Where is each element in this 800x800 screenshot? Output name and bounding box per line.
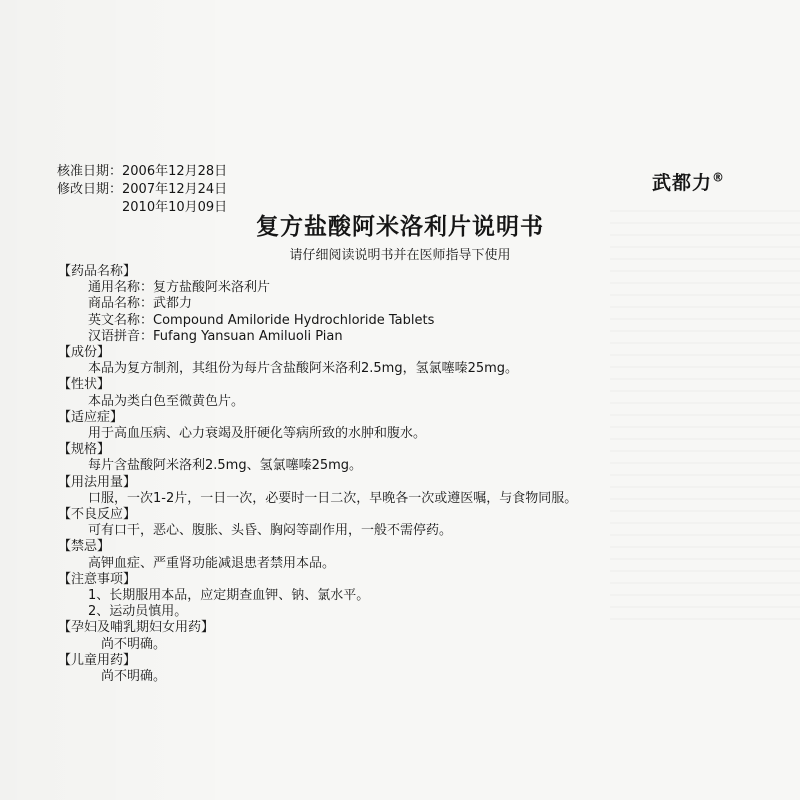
document-title: 复方盐酸阿米洛利片说明书	[256, 214, 544, 240]
generic-name: 通用名称：复方盐酸阿米洛利片	[88, 280, 271, 296]
section-header-dosage: 【用法用量】	[58, 474, 137, 490]
modify-date-value-2: 2010年10月09日	[122, 200, 228, 215]
pregnancy-text: 尚不明确。	[101, 636, 167, 652]
approve-date-value: 2006年12月28日	[122, 164, 228, 179]
modify-date-label: 修改日期：	[57, 182, 123, 197]
english-name: 英文名称：Compound Amiloride Hydrochloride Tablets	[88, 312, 435, 328]
trade-name: 商品名称：武都力	[88, 296, 193, 312]
precaution-item-2: 2、运动员慎用。	[88, 604, 188, 620]
section-header-composition: 【成份】	[58, 345, 111, 361]
adverse-text: 可有口干，恶心、腹胀、头昏、胸闷等副作用，一般不需停药。	[88, 523, 453, 539]
section-header-precautions: 【注意事项】	[58, 571, 137, 587]
section-header-contraindications: 【禁忌】	[58, 539, 111, 555]
indications-text: 用于高血压病、心力衰竭及肝硬化等病所致的水肿和腹水。	[88, 426, 427, 442]
section-header-adverse: 【不良反应】	[58, 507, 137, 523]
modify-date-value-1: 2007年12月24日	[122, 182, 228, 197]
section-header-drug-name: 【药品名称】	[58, 264, 137, 279]
section-header-indications: 【适应症】	[58, 409, 124, 425]
approve-date-label: 核准日期：	[57, 164, 123, 179]
dosage-text: 口服，一次1-2片，一日一次，必要时一日二次，早晚各一次或遵医嘱，与食物同服。	[88, 490, 578, 506]
document-subtitle: 请仔细阅读说明书并在医师指导下使用	[289, 248, 511, 263]
approve-date-row	[57, 163, 227, 181]
brand-name	[652, 168, 725, 195]
registered-mark: ®	[712, 170, 726, 185]
appearance-text: 本品为类白色至微黄色片。	[88, 393, 245, 409]
section-header-appearance: 【性状】	[58, 377, 111, 393]
precaution-item-1: 1、长期服用本品，应定期查血钾、钠、氯水平。	[88, 588, 370, 604]
pinyin-name: 汉语拼音：Fufang Yansuan Amiluoli Pian	[88, 328, 343, 344]
section-header-specification: 【规格】	[58, 442, 111, 458]
section-header-pediatric: 【儿童用药】	[58, 652, 137, 668]
contraindications-text: 高钾血症、严重肾功能减退患者禁用本品。	[88, 555, 336, 571]
section-header-pregnancy: 【孕妇及哺乳期妇女用药】	[58, 620, 215, 636]
leaflet-content	[58, 264, 748, 685]
modify-date-row	[57, 181, 227, 199]
specification-text: 每片含盐酸阿米洛利2.5mg、氢氯噻嗪25mg。	[88, 458, 363, 474]
composition-text: 本品为复方制剂，其组份为每片含盐酸阿米洛利2.5mg，氢氯噻嗪25mg。	[88, 361, 519, 377]
brand-text: 武都力	[652, 172, 713, 194]
pediatric-text: 尚不明确。	[101, 669, 167, 685]
